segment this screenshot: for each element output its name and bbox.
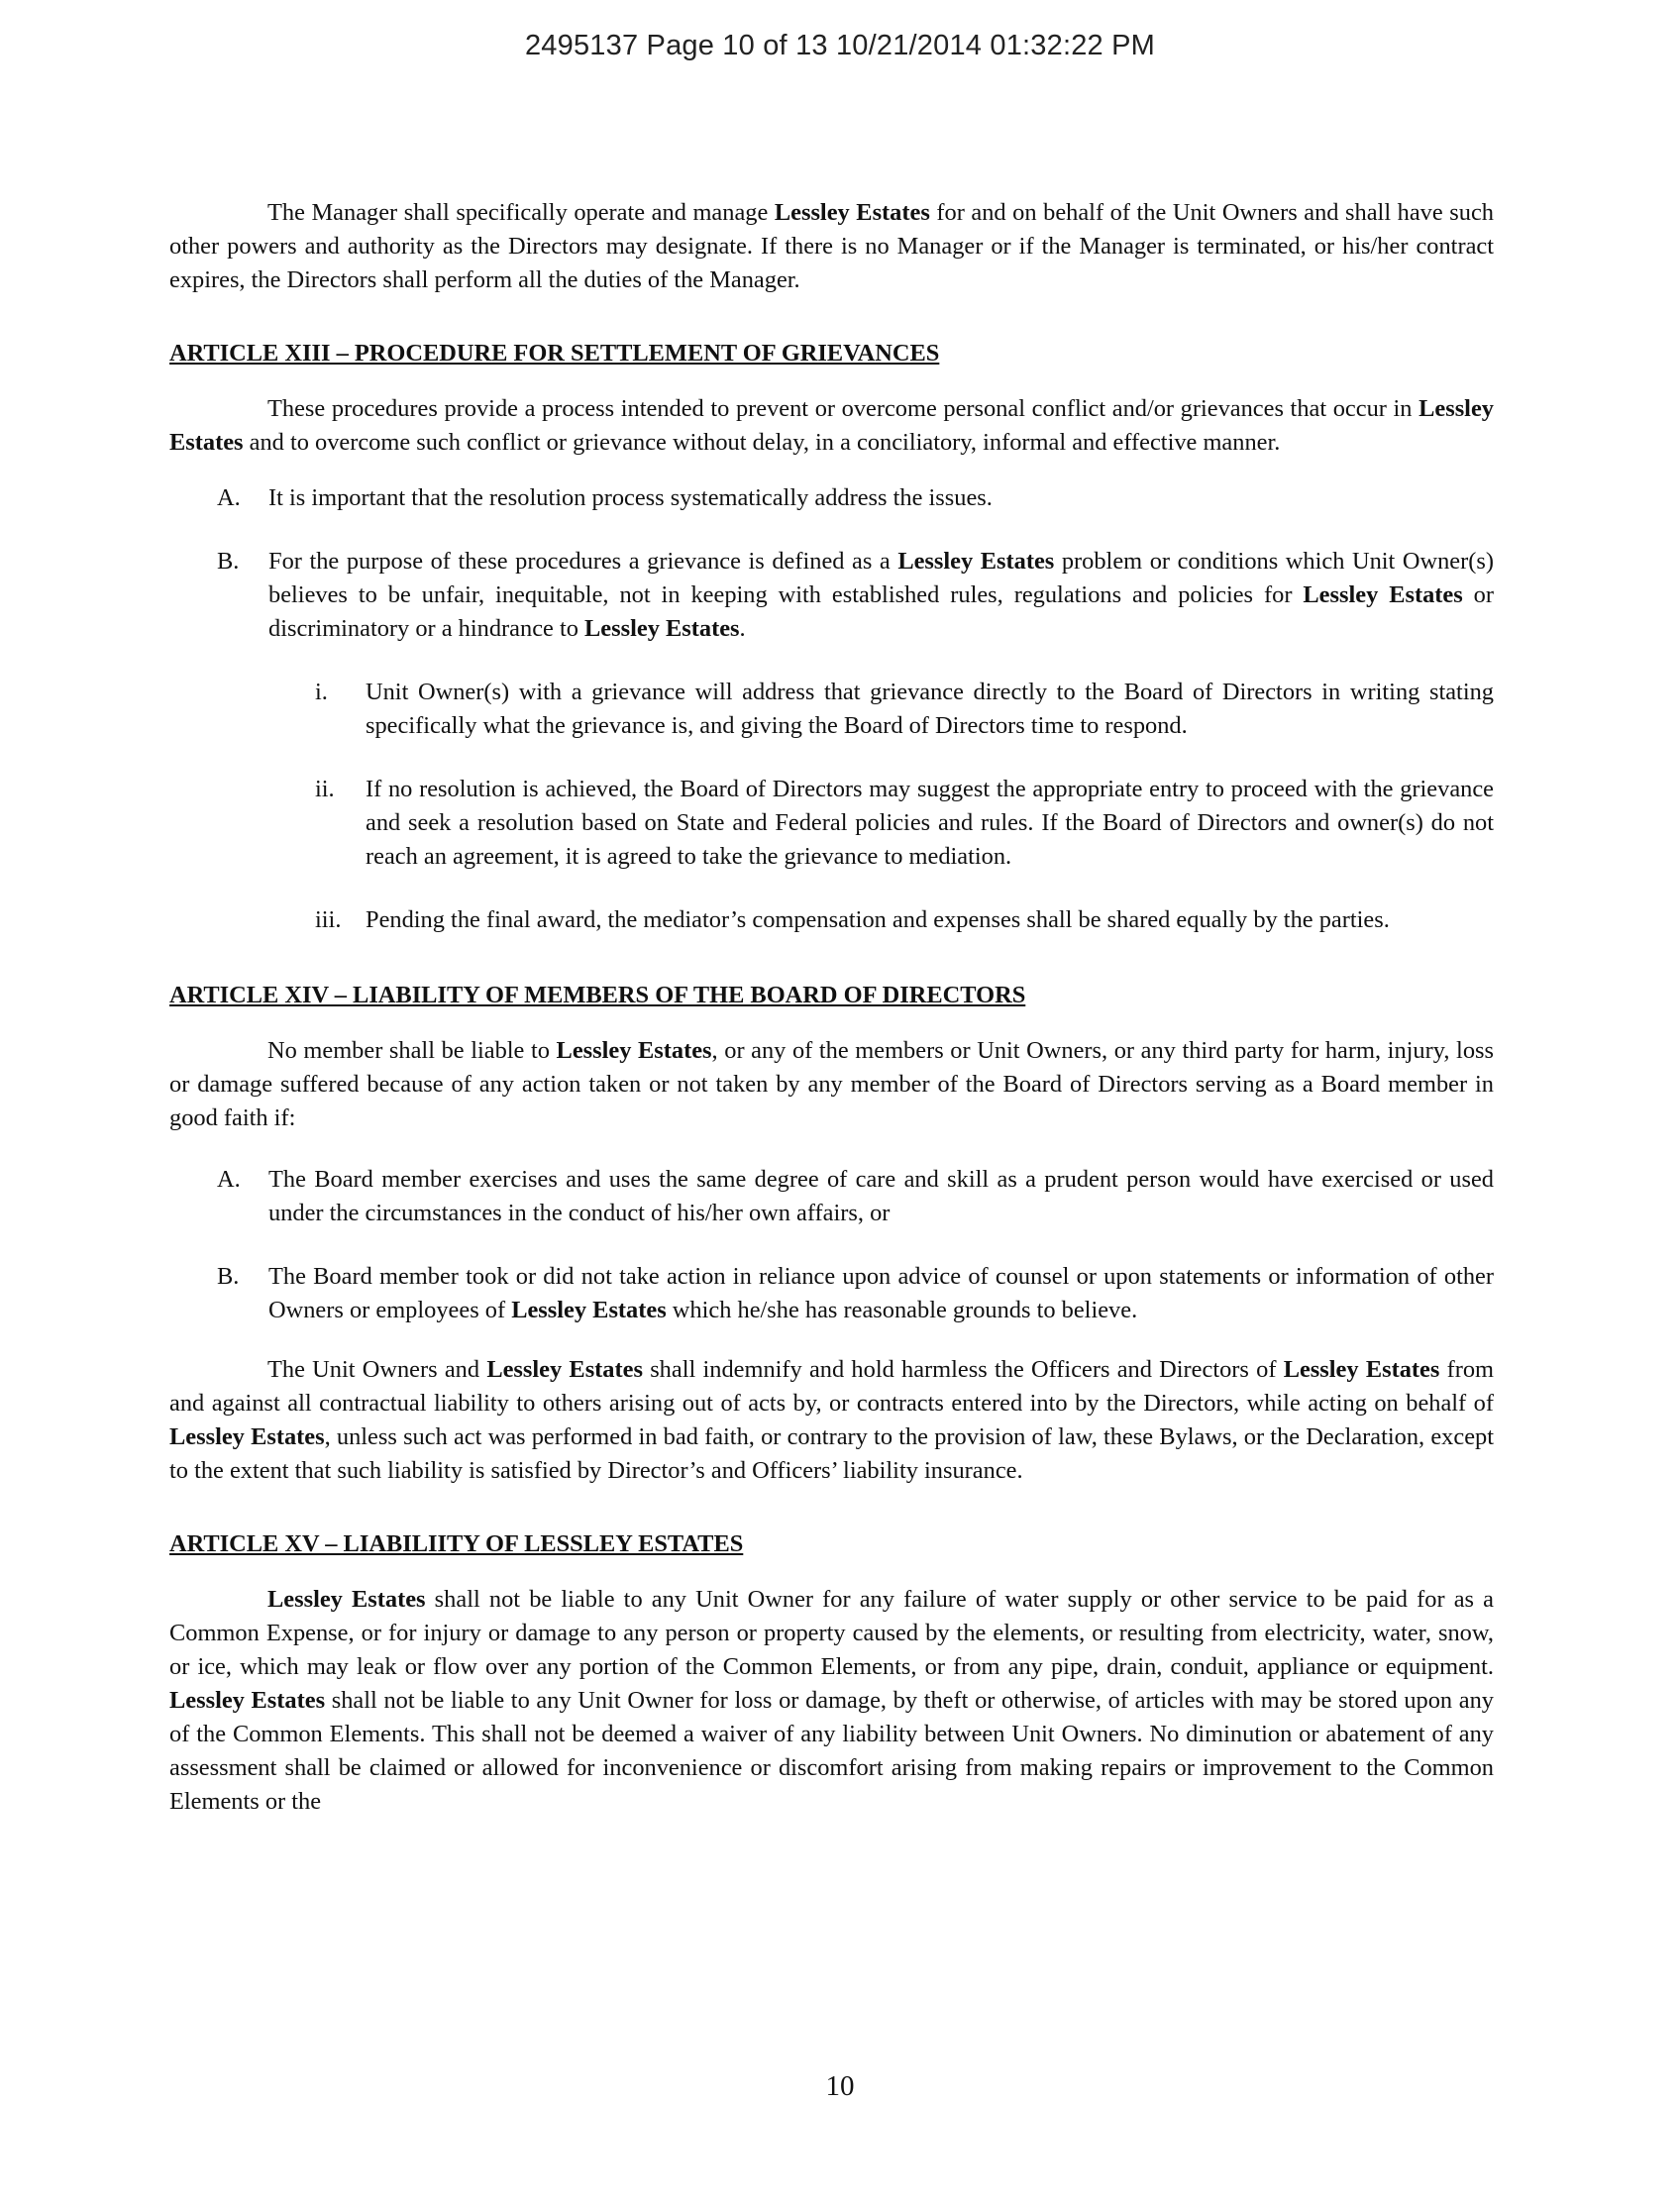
entity-name: Lessley Estates — [584, 615, 740, 642]
article-xiii-subitem-i: i. Unit Owner(s) with a grievance will address that grievance directly to the Board of Directors in writing stating specifically what the grievance is, and giving the Board of Directors time to respond. — [169, 676, 1494, 743]
entity-name: Lessley Estates — [486, 1356, 643, 1383]
entity-name: Lessley Estates — [556, 1037, 712, 1064]
article-xiv-item-b: B. The Board member took or did not take action in reliance upon advice of counsel or upon statements or information of other Owners or employees of Lessley Estates which he/she has reasonable grounds to believe. — [169, 1260, 1494, 1327]
document-body — [169, 196, 1494, 1819]
article-xiii-subitem-ii: ii. If no resolution is achieved, the Board of Directors may suggest the appropriate entry to proceed with the grievance and seek a resolution based on State and Federal policies and rules. If the Board of Directors and owner(s) do not reach an agreement, it is agreed to take the grievance to mediation. — [169, 773, 1494, 874]
indemnification-paragraph: The Unit Owners and Lessley Estates shall indemnify and hold harmless the Officers and Directors of Lessley Estates from and against all contractual liability to others arising out of acts by, or contracts entered into by the Directors, while acting on behalf of Lessley Estates, unless such act was performed in bad faith, or contrary to the provision of law, these Bylaws, or the Declaration, except to the extent that such liability is satisfied by Director’s and Officers’ liability insurance. — [169, 1356, 1494, 1484]
subitem-marker: iii. — [315, 906, 342, 933]
article-xiii-item-b: B. For the purpose of these procedures a grievance is defined as a Lessley Estates problem or conditions which Unit Owner(s) believes to be unfair, inequitable, not in keeping with established rules, regulations and policies for Lessley Estates or discriminatory or a hindrance to Lessley Estates. — [169, 545, 1494, 646]
item-marker: B. — [217, 548, 240, 575]
article-xiv-intro: No member shall be liable to Lessley Estates, or any of the members or Unit Owners, or any third party for harm, injury, loss or damage suffered because of any action taken or not taken by any member of the Board of Directors serving as a Board member in good faith if: — [169, 1037, 1494, 1131]
subitem-marker: ii. — [315, 776, 335, 802]
article-xiii-intro: These procedures provide a process intended to prevent or overcome personal conflict and/or grievances that occur in Lessley Estates and to overcome such conflict or grievance without delay, in a conciliatory, informal and effective manner. — [169, 395, 1494, 456]
article-xiv-heading: ARTICLE XIV – LIABILITY OF MEMBERS OF THE BOARD OF DIRECTORS — [169, 982, 1026, 1008]
item-marker: B. — [217, 1263, 240, 1290]
item-marker: A. — [217, 1166, 241, 1193]
manager-paragraph: The Manager shall specifically operate and manage Lessley Estates for and on behalf of the Unit Owners and shall have such other powers and authority as the Directors may designate. If there is no Manager or if the Manager is terminated, or his/her contract expires, the Directors shall perform all the duties of the Manager. — [169, 199, 1494, 293]
entity-name: Lessley Estates — [897, 548, 1055, 575]
article-xiii-subitem-iii: iii. Pending the final award, the mediator’s compensation and expenses shall be shared equally by the parties. — [169, 903, 1494, 937]
entity-name: Lessley Estates — [1283, 1356, 1440, 1383]
entity-name: Lessley Estates — [169, 395, 1494, 456]
article-xv-heading: ARTICLE XV – LIABILIITY OF LESSLEY ESTATES — [169, 1530, 744, 1557]
article-xiv-item-a: A. The Board member exercises and uses the same degree of care and skill as a prudent person would have exercised or used under the circumstances in the conduct of his/her own affairs, or — [169, 1163, 1494, 1230]
page-header: 2495137 Page 10 of 13 10/21/2014 01:32:22 PM — [524, 30, 1156, 61]
entity-name: Lessley Estates — [1303, 581, 1463, 608]
subitem-marker: i. — [315, 679, 328, 705]
entity-name: Lessley Estates — [774, 199, 930, 226]
entity-name: Lessley Estates — [511, 1297, 667, 1323]
article-xiii-heading: ARTICLE XIII – PROCEDURE FOR SETTLEMENT OF GRIEVANCES — [169, 340, 940, 367]
page-number: 10 — [825, 2070, 855, 2102]
entity-name: Lessley Estates — [169, 1687, 326, 1714]
entity-name: Lessley Estates — [267, 1586, 426, 1613]
article-xiii-item-a: A. It is important that the resolution process systematically address the issues. — [169, 481, 1494, 515]
entity-name: Lessley Estates — [169, 1423, 325, 1450]
item-marker: A. — [217, 484, 241, 511]
article-xv-paragraph: Lessley Estates shall not be liable to any Unit Owner for any failure of water supply or other service to be paid for as a Common Expense, or for injury or damage to any person or property caused by the elements, or resulting from electricity, water, snow, or ice, which may leak or flow over any portion of the Common Elements, or from any pipe, drain, conduit, appliance or equipment. Lessley Estates shall not be liable to any Unit Owner for loss or damage, by theft or otherwise, of articles with may be stored upon any of the Common Elements. This shall not be deemed a waiver of any liability between Unit Owners. No diminution or abatement of any assessment shall be claimed or allowed for inconvenience or discomfort arising from making repairs or improvement to the Common Elements or the — [169, 1586, 1495, 1815]
